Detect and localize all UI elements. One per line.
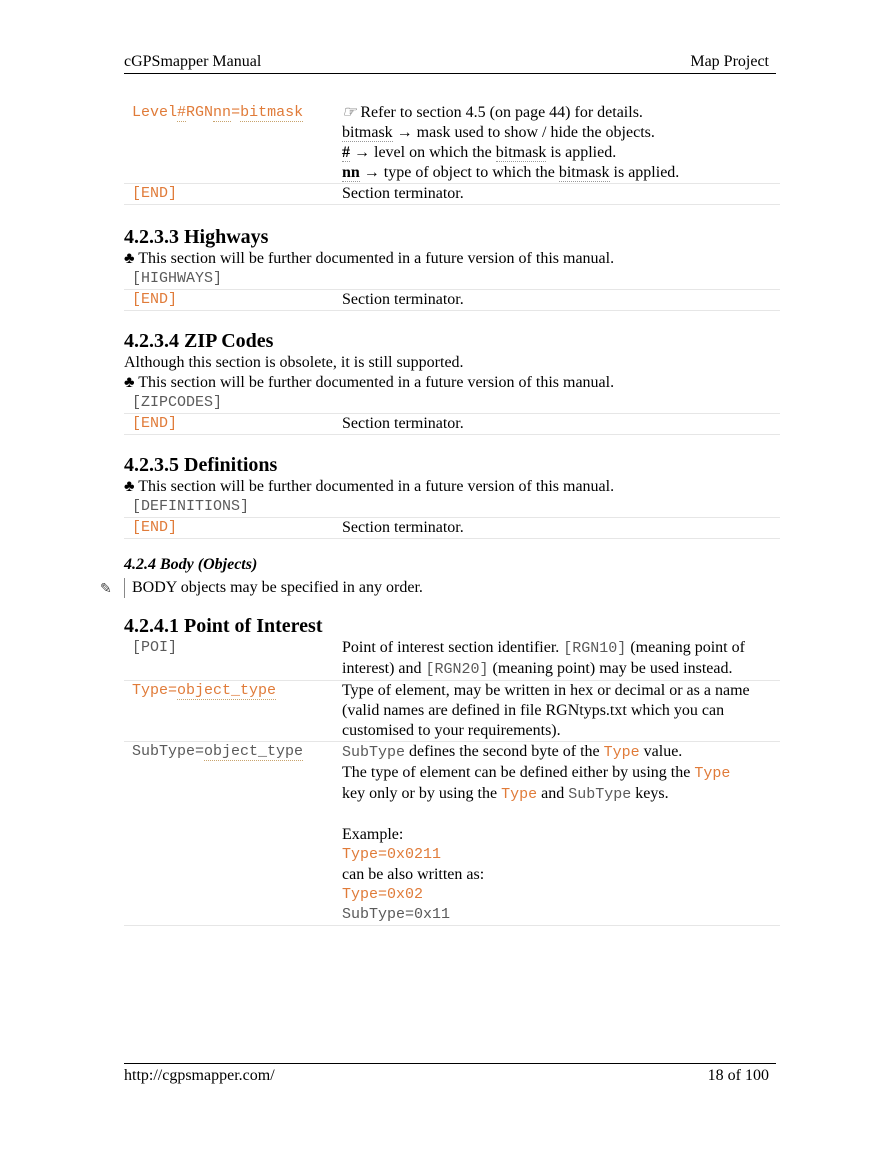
table-row-end: [END] Section terminator. — [124, 290, 780, 311]
footer-link[interactable]: http://cgpsmapper.com/ — [124, 1067, 275, 1084]
section-title-zip: 4.2.3.4 ZIP Codes — [124, 330, 274, 352]
section-title-body: 4.2.4 Body (Objects) — [124, 556, 258, 573]
header-section: Map Project — [690, 53, 769, 70]
note-row: ✎ BODY objects may be specified in any order. — [124, 578, 780, 598]
reference-icon: ☞ — [342, 104, 357, 121]
table-row-subtype: SubType=object_type SubType defines the second byte of the Type value. The type of element can be defined either by using the Type key only or by using the Type and SubType keys. Example: Type=0x0211 can be also written as: Type=0x02 SubType=0x11 — [124, 742, 780, 926]
page-number: 18 of 100 — [707, 1067, 769, 1084]
level-description: ☞ Refer to section 4.5 (on page 44) for details. bitmask → mask used to show / hide the objects. # → level on which the bitmask is applied. nn → type of object to which the bitmask is applied. — [342, 104, 680, 181]
page-content — [100, 103, 780, 926]
zip-intro: Although this section is obsolete, it is still supported. — [124, 354, 464, 371]
header-title: cGPSmapper Manual — [124, 53, 262, 70]
table-row: [ZIPCODES] — [124, 393, 780, 414]
table-row: [HIGHWAYS] — [124, 269, 780, 290]
future-note: ♣ This section will be further documented in a future version of this manual. — [124, 478, 615, 495]
table-row-end: [END] Section terminator. — [124, 518, 780, 539]
future-note: ♣ This section will be further documented in a future version of this manual. — [124, 374, 615, 391]
section-title-definitions: 4.2.3.5 Definitions — [124, 454, 278, 476]
page-footer — [124, 1063, 776, 1084]
pencil-icon: ✎ — [100, 582, 112, 597]
table-row-end: [END] Section terminator. — [124, 184, 780, 205]
table-row-level — [124, 103, 780, 184]
table-row-poi: [POI] Point of interest section identifier. [RGN10] (meaning point of interest) and [RGN20] (meaning point) may be used instead. — [124, 638, 780, 681]
level-key: Level#RGNnn=bitmask — [132, 104, 304, 121]
section-title-poi: 4.2.4.1 Point of Interest — [124, 615, 323, 637]
table-row: [DEFINITIONS] — [124, 497, 780, 518]
table-row-type: Type=object_type Type of element, may be written in hex or decimal or as a name (valid names are defined in file RGNtyps.txt which you can customised to your requirements). — [124, 681, 780, 742]
page-header — [124, 52, 776, 74]
future-note: ♣ This section will be further documented in a future version of this manual. — [124, 250, 615, 267]
table-row-end: [END] Section terminator. — [124, 414, 780, 435]
section-title-highways: 4.2.3.3 Highways — [124, 226, 269, 248]
